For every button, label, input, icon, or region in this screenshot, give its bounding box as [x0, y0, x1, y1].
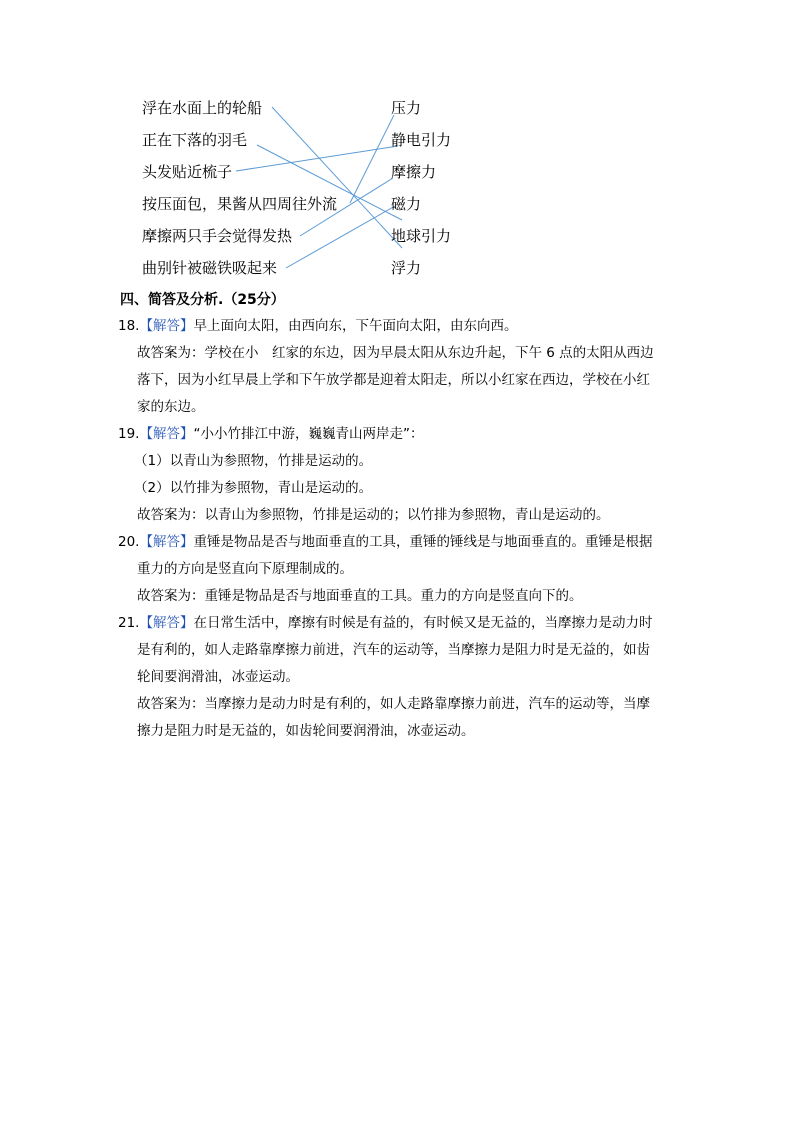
match-left-item-6: 曲别针被磁铁吸起来	[142, 259, 278, 277]
question-18	[118, 313, 517, 340]
question-text: 在日常生活中，摩擦有时候是有益的，有时候又是无益的，当摩擦力是动力时	[193, 615, 653, 631]
question-text: “小小竹排江中游，巍巍青山两岸走”：	[193, 426, 424, 442]
section-title: 四、简答及分析.（25分）	[120, 292, 285, 308]
match-right-item-1: 压力	[391, 99, 422, 117]
answer-line: 家的东边。	[137, 399, 205, 415]
question-20	[118, 529, 652, 556]
question-text: 重锤是物品是否与地面垂直的工具，重锤的锤线是与地面垂直的。重锤是根据	[193, 534, 653, 550]
answer-line: 故答案为：学校在小 红家的东边，因为早晨太阳从东边升起，下午 6 点的太阳从西边	[137, 345, 654, 361]
answer-tag: 【解答】	[139, 318, 194, 334]
match-right-item-4: 磁力	[391, 195, 422, 213]
answer-tag: 【解答】	[139, 615, 194, 631]
match-line-clip-magnet	[286, 206, 395, 268]
question-number: 20.	[118, 534, 140, 550]
match-line-hair-static	[236, 146, 398, 171]
question-number: 19.	[118, 426, 140, 442]
answer-line: 故答案为：当摩擦力是动力时是有利的，如人走路靠摩擦力前进，汽车的运动等，当摩	[137, 696, 650, 712]
sub-answer-2: （2）以竹排为参照物，青山是运动的。	[134, 480, 373, 496]
sub-answer-1: （1）以青山为参照物，竹排是运动的。	[134, 453, 373, 469]
question-21	[118, 610, 652, 637]
answer-tag: 【解答】	[139, 534, 194, 550]
answer-tag: 【解答】	[139, 426, 194, 442]
match-right-item-3: 摩擦力	[391, 163, 437, 181]
question-text-continued: 重力的方向是竖直向下原理制成的。	[137, 561, 353, 577]
match-line-bread-pressure	[350, 115, 394, 203]
match-right-item-2: 静电引力	[391, 131, 452, 149]
match-left-item-2: 正在下落的羽毛	[142, 131, 248, 149]
question-19	[118, 421, 423, 448]
match-left-item-3: 头发贴近梳子	[142, 163, 233, 181]
question-number: 21.	[118, 615, 140, 631]
question-text-continued: 是有利的，如人走路靠摩擦力前进，汽车的运动等，当摩擦力是阻力时是无益的，如齿	[137, 642, 650, 658]
matching-lines	[0, 0, 794, 300]
match-left-item-1: 浮在水面上的轮船	[142, 99, 263, 117]
match-left-item-4: 按压面包，果酱从四周往外流	[142, 195, 338, 213]
answer-line: 落下，因为小红早晨上学和下午放学都是迎着太阳走，所以小红家在西边，学校在小红	[137, 372, 650, 388]
question-text-continued: 轮间要润滑油，冰壶运动。	[137, 669, 299, 685]
match-right-item-5: 地球引力	[391, 227, 452, 245]
question-text: 早上面向太阳，由西向东，下午面向太阳，由东向西。	[193, 318, 518, 334]
match-right-item-6: 浮力	[391, 259, 422, 277]
question-number: 18.	[118, 318, 140, 334]
match-left-item-5: 摩擦两只手会觉得发热	[142, 227, 293, 245]
answer-line: 擦力是阻力时是无益的，如齿轮间要润滑油，冰壶运动。	[137, 723, 475, 739]
answer-line: 故答案为：重锤是物品是否与地面垂直的工具。重力的方向是竖直向下的。	[137, 588, 583, 604]
answer-line: 故答案为：以青山为参照物，竹排是运动的；以竹排为参照物，青山是运动的。	[137, 507, 610, 523]
